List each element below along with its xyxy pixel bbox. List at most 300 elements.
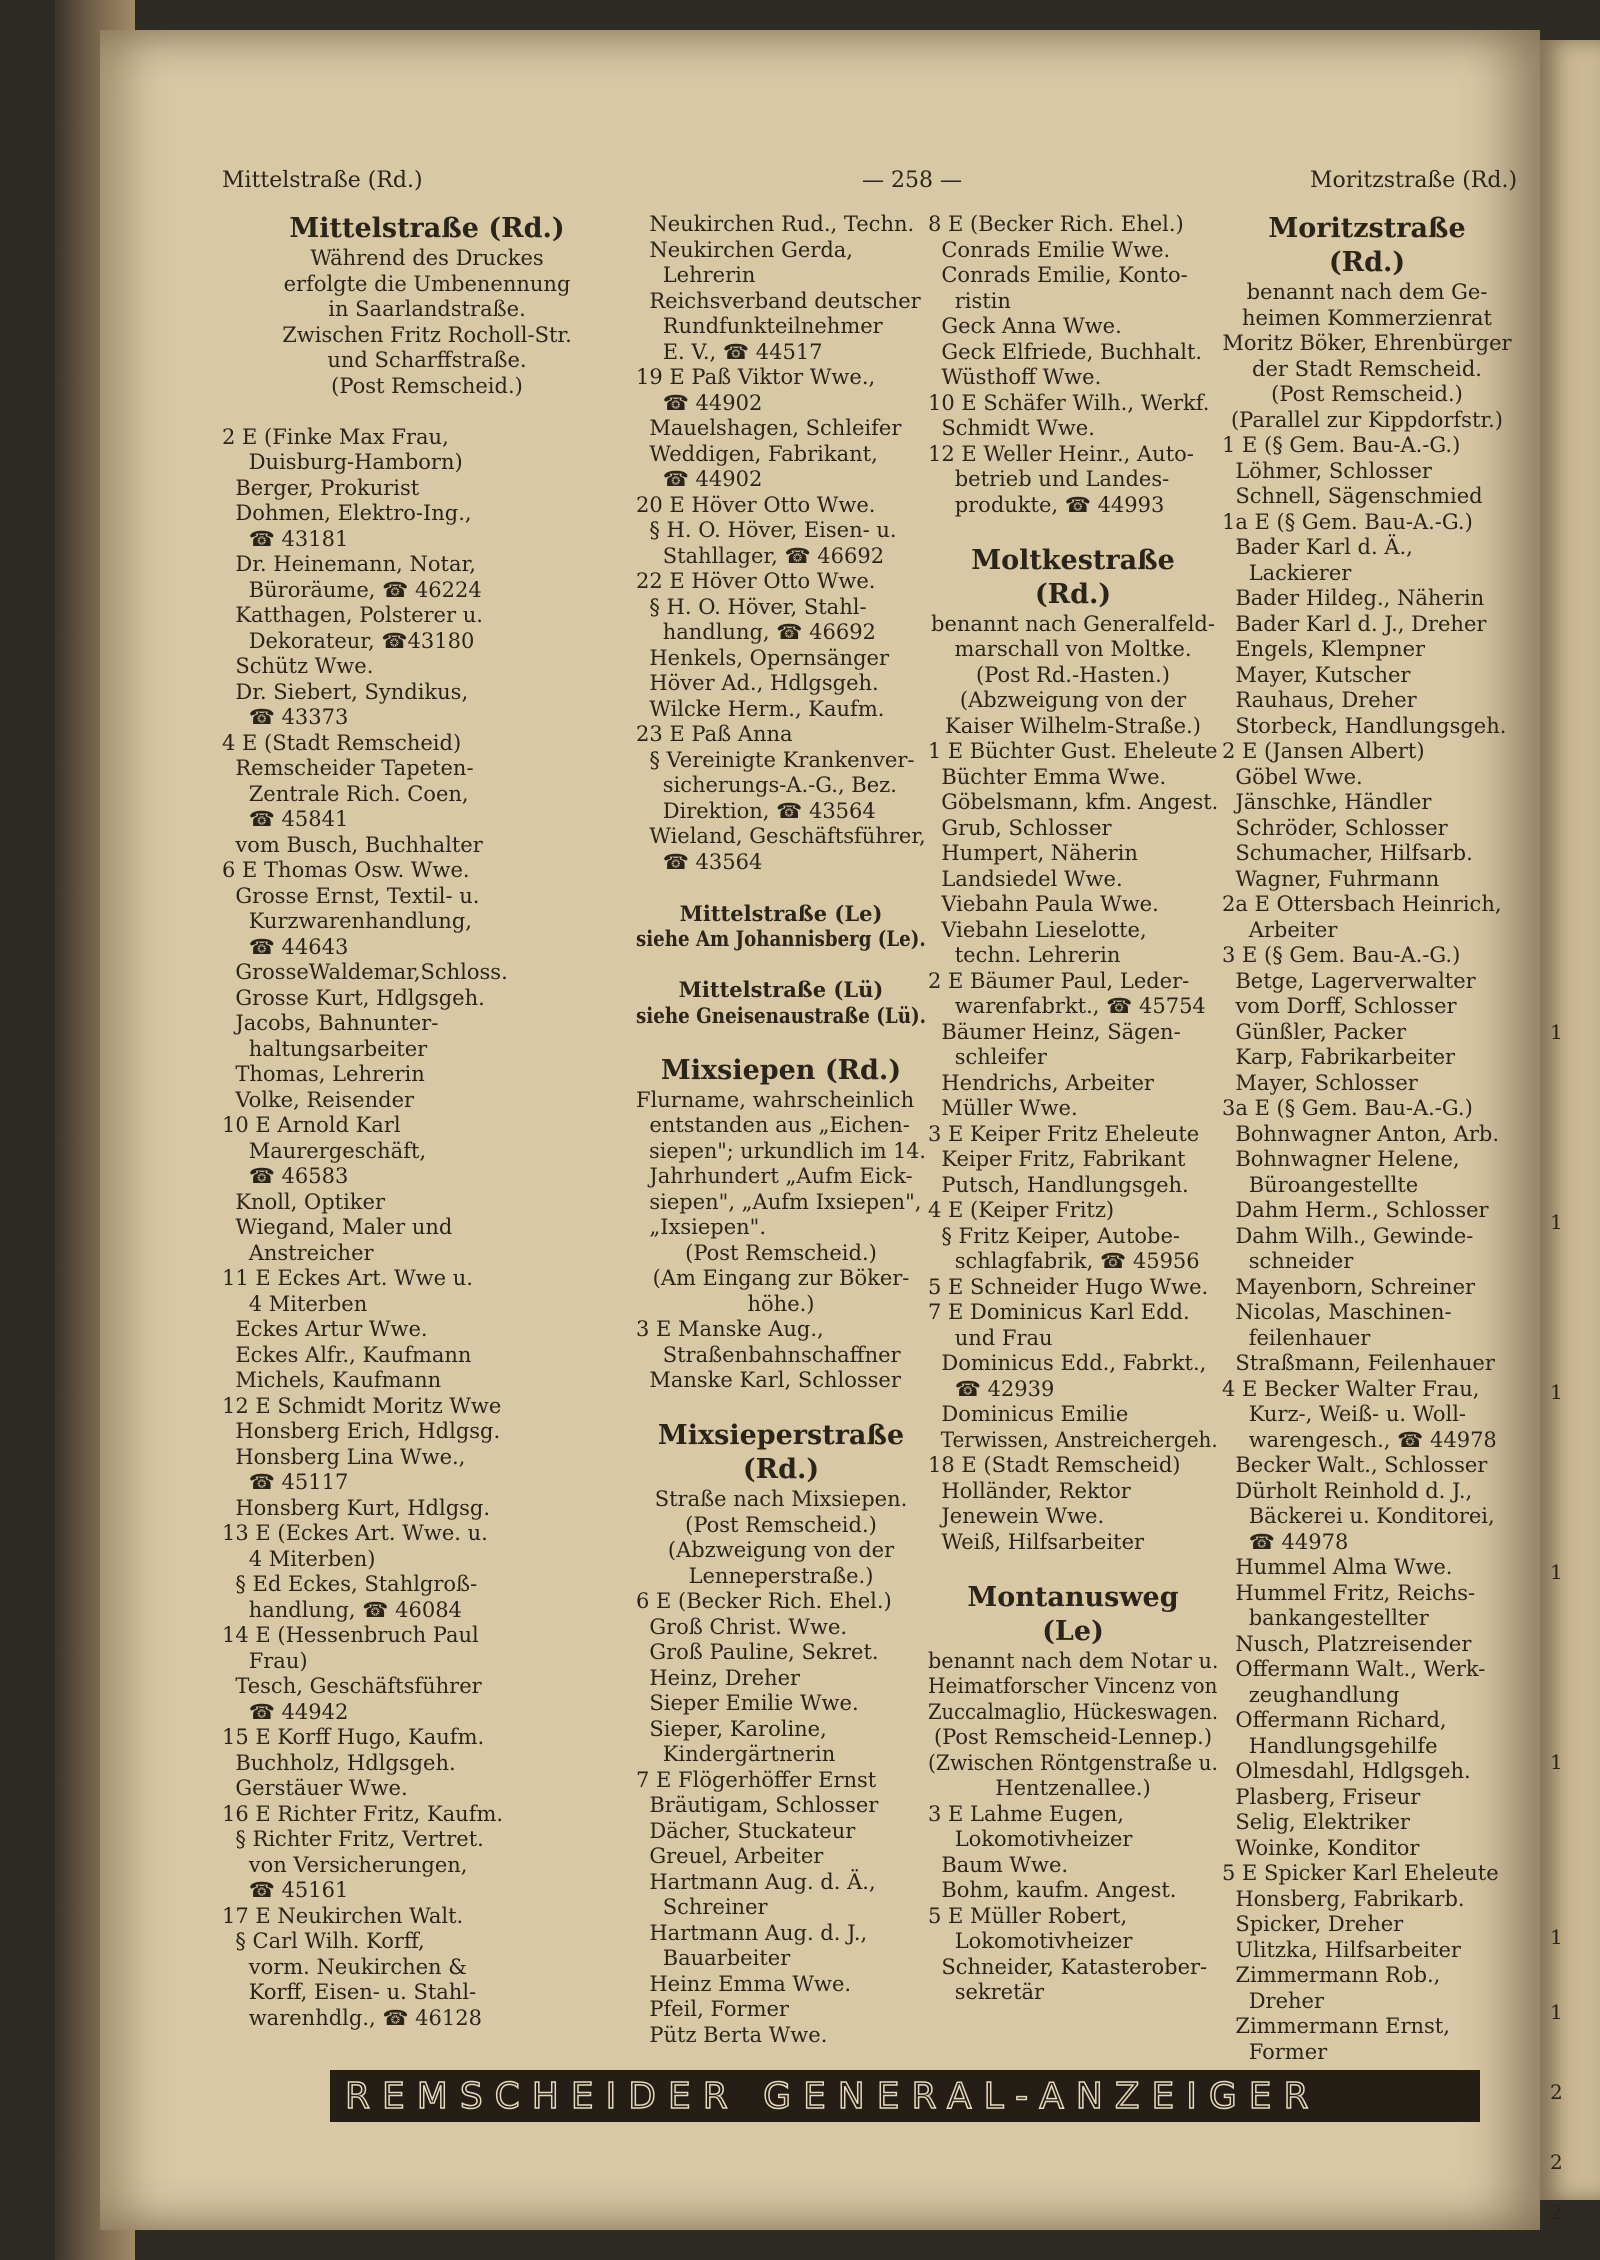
directory-line: 4 Miterben) [222, 1546, 376, 1571]
street-heading: (Rd.) [1328, 247, 1406, 278]
directory-line: Humpert, Näherin [928, 841, 1138, 865]
directory-line: 1 E (§ Gem. Bau-A.-G.) [1222, 433, 1461, 457]
street-heading: Mixsiepen (Rd.) [660, 1054, 902, 1086]
directory-line: Groß Pauline, Sekret. [636, 1640, 879, 1664]
directory-line: Henkels, Opernsänger [636, 645, 889, 670]
running-header-left: Mittelstraße (Rd.) [222, 168, 423, 193]
directory-line: Wieland, Geschäftsführer, [636, 824, 926, 848]
directory-line: höhe.) [747, 1291, 815, 1316]
directory-line: Lokomotivheizer [928, 1929, 1133, 1953]
directory-line: 23 E Paß Anna [636, 722, 793, 746]
directory-line: Zimmermann Rob., [1222, 1963, 1441, 1987]
directory-line: Becker Walt., Schlosser [1222, 1453, 1488, 1477]
directory-line: Straßenbahnschaffner [636, 1342, 901, 1367]
directory-line: Dr. Heinemann, Notar, [222, 552, 476, 576]
directory-line: schneider [1222, 1249, 1354, 1273]
facing-page-edge [1540, 40, 1600, 2200]
directory-line: ☎ 44978 [1222, 1529, 1349, 1554]
directory-line: Bräutigam, Schlosser [636, 1793, 879, 1817]
directory-line: Löhmer, Schlosser [1222, 458, 1432, 483]
directory-line: Hummel Alma Wwe. [1222, 1555, 1453, 1579]
directory-line: 16 E Richter Fritz, Kaufm. [222, 1801, 504, 1826]
directory-line: Wüsthoff Wwe. [928, 365, 1102, 389]
directory-line: Bäckerei u. Konditorei, [1222, 1504, 1495, 1528]
directory-line: Jänschke, Händler [1222, 790, 1432, 814]
cross-reference: Mittelstraße (Lü) [678, 977, 884, 1002]
directory-line: Handlungsgehilfe [1222, 1733, 1438, 1758]
directory-line: Storbeck, Handlungsgeh. [1222, 713, 1507, 738]
directory-line: (Abzweigung von der [959, 688, 1187, 712]
directory-line: Rundfunkteilnehmer [636, 314, 883, 338]
directory-line: zeughandlung [1222, 1682, 1400, 1707]
directory-line: Kaiser Wilhelm-Straße.) [945, 713, 1201, 738]
directory-line: ☎ 45161 [222, 1878, 349, 1902]
directory-line: Thomas, Lehrerin [222, 1062, 425, 1086]
directory-line: ☎ 44942 [222, 1699, 349, 1724]
directory-line: Pfeil, Former [636, 1997, 789, 2021]
directory-line: E. V., ☎ 44517 [636, 339, 823, 364]
directory-line: 3 E (§ Gem. Bau-A.-G.) [1222, 943, 1461, 967]
directory-line: Dekorateur, ☎43180 [222, 628, 475, 653]
directory-line: 7 E Flögerhöffer Ernst [636, 1767, 877, 1792]
directory-line: Hartmann Aug. d. Ä., [636, 1869, 876, 1894]
directory-line: Bauarbeiter [636, 1946, 791, 1970]
directory-line: 6 E Thomas Osw. Wwe. [222, 858, 470, 882]
directory-line: ☎ 43373 [222, 705, 349, 729]
directory-line: Jacobs, Bahnunter- [222, 1011, 439, 1035]
directory-line: (Post Remscheid.) [331, 373, 523, 398]
directory-line: (Post Remscheid.) [1271, 382, 1463, 406]
directory-line: ☎ 45117 [222, 1470, 349, 1494]
street-heading: (Rd.) [1034, 578, 1112, 610]
directory-line: Neukirchen Rud., Techn. [636, 212, 915, 236]
directory-line: 6 E (Becker Rich. Ehel.) [636, 1589, 892, 1613]
directory-line: Büchter Emma Wwe. [928, 764, 1167, 789]
directory-line: Honsberg, Fabrikarb. [1222, 1886, 1465, 1911]
directory-line: Bohnwagner Helene, [1222, 1147, 1460, 1171]
directory-line: 1 E Büchter Gust. Eheleute [928, 739, 1218, 763]
directory-line: Korff, Eisen- u. Stahl- [222, 1980, 477, 2004]
directory-line: Kurzwarenhandlung, [222, 909, 472, 933]
directory-line: Ulitzka, Hilfsarbeiter [1222, 1937, 1461, 1962]
directory-line: Dreher [1222, 1988, 1324, 2013]
page-number: — 258 — [862, 168, 962, 193]
directory-line: § Richter Fritz, Vertret. [222, 1827, 484, 1851]
directory-line: Grosse Ernst, Textil- u. [222, 883, 480, 908]
directory-line: Buchholz, Hdlgsgeh. [222, 1750, 456, 1775]
column-4 [1222, 212, 1512, 2065]
directory-line: in Saarlandstraße. [328, 297, 526, 321]
directory-line: Groß Christ. Wwe. [636, 1614, 848, 1639]
column-2 [636, 212, 926, 2048]
directory-line: Former [1222, 2039, 1328, 2064]
directory-line: ☎ 44643 [222, 934, 349, 959]
directory-line: Bader Karl d. J., Dreher [1222, 611, 1487, 636]
street-heading: Mixsieperstraße [657, 1420, 905, 1451]
directory-line: § H. O. Höver, Eisen- u. [636, 518, 897, 542]
directory-line: Wiegand, Maler und [222, 1215, 453, 1239]
directory-line: 2 E (Jansen Albert) [1222, 739, 1425, 763]
street-heading: Montanusweg [967, 1581, 1179, 1613]
directory-line: Knoll, Optiker [222, 1189, 385, 1214]
directory-line: ☎ 46583 [222, 1164, 349, 1188]
directory-line: Hendrichs, Arbeiter [928, 1070, 1154, 1095]
directory-line: Viebahn Lieselotte, [928, 917, 1147, 942]
directory-line: Neukirchen Gerda, [636, 237, 853, 262]
facing-page-number: 2 [1550, 2150, 1563, 2174]
directory-line: 10 E Schäfer Wilh., Werkf. [928, 390, 1210, 415]
directory-line: Honsberg Erich, Hdlgsg. [222, 1419, 501, 1443]
directory-line: Heimatforscher Vincenz von [928, 1674, 1218, 1698]
directory-line: 4 E (Stadt Remscheid) [222, 730, 462, 755]
directory-line: Engels, Klempner [1222, 637, 1426, 661]
directory-line: siepen"; urkundlich im 14. [636, 1138, 926, 1163]
directory-line: der Stadt Remscheid. [1252, 356, 1482, 381]
directory-line [636, 1028, 926, 1054]
directory-line: Duisburg-Hamborn) [222, 450, 463, 474]
directory-line: Greuel, Arbeiter [636, 1844, 824, 1868]
directory-line: Landsiedel Wwe. [928, 866, 1123, 891]
directory-line: Offermann Richard, [1222, 1708, 1447, 1732]
directory-line: Spicker, Dreher [1222, 1912, 1404, 1936]
directory-line: Offermann Walt., Werk- [1222, 1657, 1486, 1681]
facing-page-number: 2 [1550, 2080, 1563, 2104]
street-heading: Moltkestraße [971, 544, 1175, 576]
directory-line: Zwischen Fritz Rocholl-Str. [282, 322, 572, 347]
directory-line: Schmidt Wwe. [928, 416, 1095, 440]
banner-text: REMSCHEIDER GENERAL-ANZEIGER [345, 2076, 1321, 2117]
directory-line: Weddigen, Fabrikant, [636, 441, 878, 466]
directory-line: Karp, Fabrikarbeiter [1222, 1045, 1456, 1069]
directory-line: ristin [928, 288, 1011, 313]
directory-line: 2 E Bäumer Paul, Leder- [928, 968, 1190, 993]
directory-line: Moritz Böker, Ehrenbürger [1222, 331, 1512, 355]
directory-line: Pütz Berta Wwe. [636, 2022, 828, 2047]
directory-line: § Fritz Keiper, Autobe- [928, 1223, 1180, 1248]
directory-line: 12 E Weller Heinr., Auto- [928, 441, 1194, 466]
directory-line: 7 E Dominicus Karl Edd. [928, 1300, 1190, 1324]
directory-line: ☎ 43564 [636, 849, 763, 874]
directory-line: Grub, Schlosser [928, 815, 1112, 840]
directory-line: vom Busch, Buchhalter [222, 832, 483, 857]
directory-line: Bohnwagner Anton, Arb. [1222, 1121, 1500, 1146]
facing-page-number: 1 [1550, 1210, 1563, 1234]
street-heading: (Rd.) [742, 1454, 820, 1485]
directory-line: Mayer, Kutscher [1222, 662, 1411, 687]
directory-line: (Post Remscheid-Lennep.) [933, 1725, 1213, 1749]
directory-line: betrieb und Landes- [928, 467, 1170, 491]
directory-line: Nicolas, Maschinen- [1222, 1300, 1452, 1324]
directory-line: Lehrerin [636, 263, 756, 287]
directory-line: Schumacher, Hilfsarb. [1222, 841, 1473, 865]
directory-line: benannt nach Generalfeld- [931, 611, 1215, 636]
facing-page-number: 1 [1550, 1560, 1563, 1584]
directory-line [636, 875, 926, 901]
directory-line: warenhdlg., ☎ 46128 [222, 2005, 482, 2030]
directory-line: Geck Anna Wwe. [928, 314, 1122, 338]
directory-line: heimen Kommerzienrat [1241, 305, 1492, 330]
directory-line: 4 E Becker Walter Frau, [1222, 1376, 1480, 1401]
directory-line: Katthagen, Polsterer u. [222, 603, 483, 627]
cross-reference: siehe Gneisenaustraße (Lü). [636, 1002, 927, 1028]
directory-line: Remscheider Tapeten- [222, 756, 474, 780]
directory-line: (Zwischen Röntgenstraße u. [928, 1750, 1218, 1775]
directory-line: Sieper Emilie Wwe. [636, 1691, 859, 1715]
directory-line: 4 E (Keiper Fritz) [928, 1198, 1115, 1222]
directory-line: Kindergärtnerin [636, 1742, 836, 1766]
facing-page-number: 1 [1550, 2000, 1563, 2024]
directory-line [222, 399, 632, 425]
directory-line: Honsberg Kurt, Hdlgsg. [222, 1495, 491, 1520]
directory-line: Bader Karl d. Ä., [1222, 535, 1413, 559]
directory-line: 2 E (Finke Max Frau, [222, 424, 449, 449]
directory-line: vorm. Neukirchen & [222, 1954, 467, 1979]
directory-line: Mayer, Schlosser [1222, 1070, 1418, 1095]
directory-line: Während des Druckes [310, 246, 544, 270]
directory-line [636, 1394, 926, 1420]
directory-line: benannt nach dem Notar u. [928, 1648, 1219, 1673]
directory-line: Zimmermann Ernst, [1222, 2014, 1450, 2038]
directory-line: und Scharffstraße. [327, 348, 527, 372]
directory-line: § H. O. Höver, Stahl- [636, 594, 867, 619]
column-3 [928, 212, 1218, 2006]
directory-line: Höver Ad., Hdlgsgeh. [636, 671, 879, 695]
directory-line: (Post Rd.-Hasten.) [976, 662, 1170, 687]
directory-line: 5 E Müller Robert, [928, 1903, 1128, 1928]
directory-line: Honsberg Lina Wwe., [222, 1444, 466, 1469]
directory-line: Zuccalmaglio, Hückeswagen. [928, 1699, 1219, 1724]
directory-line: Berger, Prokurist [222, 475, 420, 500]
directory-line: schleifer [928, 1045, 1047, 1069]
directory-line: § Ed Eckes, Stahlgroß- [222, 1572, 478, 1596]
directory-line: handlung, ☎ 46084 [222, 1597, 462, 1622]
directory-line: ☎ 44902 [636, 467, 763, 491]
directory-line: 5 E Schneider Hugo Wwe. [928, 1274, 1209, 1299]
directory-line: Heinz, Dreher [636, 1665, 801, 1690]
directory-line: Woinke, Konditor [1222, 1835, 1420, 1860]
directory-line: ☎ 43181 [222, 526, 349, 551]
directory-line: Straßmann, Feilenhauer [1222, 1351, 1495, 1375]
directory-line: 13 E (Eckes Art. Wwe. u. [222, 1521, 488, 1545]
directory-line: Lenneperstraße.) [688, 1563, 874, 1588]
street-heading: Moritzstraße [1268, 213, 1466, 244]
directory-line: schlagfabrik, ☎ 45956 [928, 1249, 1200, 1273]
directory-line: 17 E Neukirchen Walt. [222, 1903, 464, 1928]
running-header-right: Moritzstraße (Rd.) [1310, 168, 1518, 193]
directory-line: 19 E Paß Viktor Wwe., [636, 365, 876, 389]
directory-line: produkte, ☎ 44993 [928, 492, 1165, 517]
directory-line: Lackierer [1222, 560, 1352, 585]
directory-line: Dächer, Stuckateur [636, 1818, 856, 1843]
directory-line: (Am Eingang zur Böker- [652, 1266, 910, 1290]
directory-line: Heinz Emma Wwe. [636, 1971, 852, 1996]
directory-line: sekretär [928, 1980, 1045, 2004]
directory-line: Göbelsmann, kfm. Angest. [928, 790, 1219, 814]
directory-line: 12 E Schmidt Moritz Wwe [222, 1393, 502, 1418]
directory-line: Günßler, Packer [1222, 1019, 1407, 1044]
directory-line: Dr. Siebert, Syndikus, [222, 679, 469, 704]
directory-line: Mauelshagen, Schleifer [636, 416, 902, 440]
directory-line: Viebahn Paula Wwe. [928, 892, 1159, 916]
directory-line: Conrads Emilie Wwe. [928, 237, 1171, 262]
facing-page-number: 1 [1550, 1020, 1563, 1044]
directory-line: marschall von Moltke. [954, 637, 1192, 661]
directory-line: 3a E (§ Gem. Bau-A.-G.) [1222, 1096, 1473, 1120]
directory-line: 10 E Arnold Karl [222, 1113, 401, 1137]
directory-line: Hentzenallee.) [995, 1776, 1151, 1800]
directory-line: 3 E Keiper Fritz Eheleute [928, 1121, 1200, 1146]
directory-line: warengesch., ☎ 44978 [1222, 1427, 1497, 1452]
directory-line: Schnell, Sägenschmied [1222, 484, 1483, 508]
directory-line: Gerstäuer Wwe. [222, 1776, 408, 1800]
directory-line: Baum Wwe. [928, 1852, 1069, 1877]
directory-line: Betge, Lagerverwalter [1222, 968, 1476, 993]
directory-line: Schreiner [636, 1895, 768, 1919]
directory-line: GrosseWaldemar,Schloss. [222, 960, 508, 984]
facing-page-number: 1 [1550, 1750, 1563, 1774]
directory-line: Manske Karl, Schlosser [636, 1368, 901, 1392]
directory-line: 1a E (§ Gem. Bau-A.-G.) [1222, 509, 1473, 534]
directory-line: Büroräume, ☎ 46224 [222, 577, 482, 602]
directory-line: Schröder, Schlosser [1222, 815, 1448, 840]
directory-line: Dominicus Emilie [928, 1402, 1129, 1426]
directory-line: 8 E (Becker Rich. Ehel.) [928, 212, 1184, 236]
directory-line: handlung, ☎ 46692 [636, 620, 876, 644]
directory-line: 18 E (Stadt Remscheid) [928, 1453, 1181, 1477]
directory-line: „Ixsiepen". [636, 1215, 767, 1239]
facing-page-number: 1 [1550, 1925, 1563, 1949]
directory-line: Holländer, Rektor [928, 1478, 1131, 1503]
directory-line: Straße nach Mixsiepen. [654, 1487, 908, 1511]
directory-line: bankangestellter [1222, 1606, 1429, 1630]
directory-line: Wilcke Herm., Kaufm. [636, 696, 885, 721]
directory-line: 3 E Lahme Eugen, [928, 1801, 1124, 1826]
directory-line: siepen", „Aufm Ixsiepen", [636, 1189, 922, 1214]
directory-line: Dohmen, Elektro-Ing., [222, 501, 472, 525]
directory-line: ☎ 44902 [636, 390, 763, 415]
directory-line: Putsch, Handlungsgeh. [928, 1172, 1189, 1197]
directory-line: 20 E Höver Otto Wwe. [636, 492, 876, 517]
directory-line: Michels, Kaufmann [222, 1368, 442, 1392]
directory-line: Volke, Reisender [222, 1087, 415, 1112]
directory-line: und Frau [928, 1325, 1053, 1350]
directory-line: (Post Remscheid.) [685, 1240, 877, 1265]
directory-line: techn. Lehrerin [928, 943, 1121, 967]
directory-line: Jenewein Wwe. [928, 1504, 1105, 1528]
directory-line: sicherungs-A.-G., Bez. [636, 773, 897, 797]
directory-line: warenfabrkt., ☎ 45754 [928, 994, 1206, 1018]
directory-line: erfolgte die Umbenennung [283, 271, 571, 296]
directory-line: ☎ 45841 [222, 807, 349, 831]
directory-line: Keiper Fritz, Fabrikant [928, 1147, 1186, 1171]
directory-line: Hartmann Aug. d. J., [636, 1920, 868, 1945]
directory-line: Eckes Artur Wwe. [222, 1317, 428, 1341]
directory-line: Conrads Emilie, Konto- [928, 263, 1188, 287]
directory-line: Arbeiter [1222, 917, 1338, 942]
directory-line: Mayenborn, Schreiner [1222, 1274, 1476, 1299]
directory-line: Lokomotivheizer [928, 1827, 1133, 1851]
directory-line: § Carl Wilh. Korff, [222, 1929, 425, 1953]
facing-page-number: 2 [1550, 2200, 1563, 2224]
directory-line: Direktion, ☎ 43564 [636, 798, 876, 823]
directory-line: benannt nach dem Ge- [1246, 280, 1488, 304]
directory-line: Schneider, Katasterober- [928, 1954, 1208, 1979]
directory-line: (Parallel zur Kippdorfstr.) [1230, 407, 1503, 432]
directory-line: Bäumer Heinz, Sägen- [928, 1019, 1181, 1044]
directory-line: Geck Elfriede, Buchhalt. [928, 339, 1203, 364]
cross-reference: siehe Am Johannisberg (Le). [636, 926, 926, 951]
directory-line: Sieper, Karoline, [636, 1716, 827, 1741]
directory-line: Schütz Wwe. [222, 654, 374, 678]
directory-line: Dahm Wilh., Gewinde- [1222, 1223, 1474, 1248]
directory-line: Büroangestellte [1222, 1172, 1419, 1197]
directory-line: Bader Hildeg., Näherin [1222, 586, 1485, 610]
directory-line: (Abzweigung von der [667, 1538, 895, 1562]
directory-line: Müller Wwe. [928, 1096, 1078, 1120]
street-heading: (Le) [1042, 1615, 1104, 1647]
directory-line: Hummel Fritz, Reichs- [1222, 1580, 1476, 1605]
directory-line: Jahrhundert „Aufm Eick- [636, 1164, 913, 1188]
directory-line: Grosse Kurt, Hdlgsgeh. [222, 985, 485, 1010]
directory-line: § Vereinigte Krankenver- [636, 747, 915, 772]
directory-line: Zentrale Rich. Coen, [222, 781, 469, 806]
directory-line: ☎ 42939 [928, 1376, 1055, 1401]
directory-line: Nusch, Platzreisender [1222, 1631, 1472, 1656]
directory-line: 3 E Manske Aug., [636, 1317, 824, 1341]
directory-line: haltungsarbeiter [222, 1036, 428, 1061]
directory-line: Tesch, Geschäftsführer [222, 1674, 482, 1698]
cross-reference: Mittelstraße (Le) [679, 900, 883, 926]
directory-line: Maurergeschäft, [222, 1138, 427, 1163]
directory-line: Kurz-, Weiß- u. Woll- [1222, 1402, 1467, 1426]
directory-line: Wagner, Fuhrmann [1222, 866, 1440, 891]
directory-line [928, 1555, 1218, 1581]
directory-line: Dahm Herm., Schlosser [1222, 1198, 1489, 1222]
directory-line: Plasberg, Friseur [1222, 1784, 1421, 1809]
directory-line: 14 E (Hessenbruch Paul [222, 1623, 479, 1647]
directory-line: Stahllager, ☎ 46692 [636, 543, 885, 568]
street-heading: Mittelstraße (Rd.) [289, 213, 565, 244]
directory-line: 11 E Eckes Art. Wwe u. [222, 1266, 473, 1290]
directory-line: Rauhaus, Dreher [1222, 688, 1417, 712]
directory-line: Eckes Alfr., Kaufmann [222, 1342, 472, 1367]
directory-line: (Post Remscheid.) [685, 1512, 877, 1537]
directory-line: entstanden aus „Eichen- [636, 1113, 910, 1137]
directory-line: 15 E Korff Hugo, Kaufm. [222, 1725, 485, 1749]
directory-line: Dürholt Reinhold d. J., [1222, 1478, 1473, 1503]
directory-line: Olmesdahl, Hdlgsgeh. [1222, 1759, 1471, 1783]
directory-line: Anstreicher [222, 1240, 374, 1265]
directory-line: von Versicherungen, [222, 1852, 468, 1877]
directory-line [928, 518, 1218, 544]
column-1 [222, 212, 632, 2031]
directory-line: Terwissen, Anstreichergeh. [928, 1427, 1218, 1452]
directory-line: Flurname, wahrscheinlich [636, 1087, 915, 1112]
directory-line: Selig, Elektriker [1222, 1810, 1410, 1834]
facing-page-number: 1 [1550, 1380, 1563, 1404]
directory-line: 2a E Ottersbach Heinrich, [1222, 892, 1502, 916]
directory-line: Bohm, kaufm. Angest. [928, 1878, 1177, 1902]
directory-line: Reichsverband deutscher [636, 288, 921, 313]
directory-line [636, 952, 926, 978]
directory-line: 4 Miterben [222, 1291, 368, 1316]
directory-line: 5 E Spicker Karl Eheleute [1222, 1861, 1499, 1885]
directory-line: Dominicus Edd., Fabrkt., [928, 1351, 1207, 1375]
directory-line: feilenhauer [1222, 1325, 1371, 1350]
directory-line: vom Dorff, Schlosser [1222, 994, 1457, 1018]
directory-line: 22 E Höver Otto Wwe. [636, 569, 876, 593]
directory-line: Weiß, Hilfsarbeiter [928, 1529, 1145, 1554]
